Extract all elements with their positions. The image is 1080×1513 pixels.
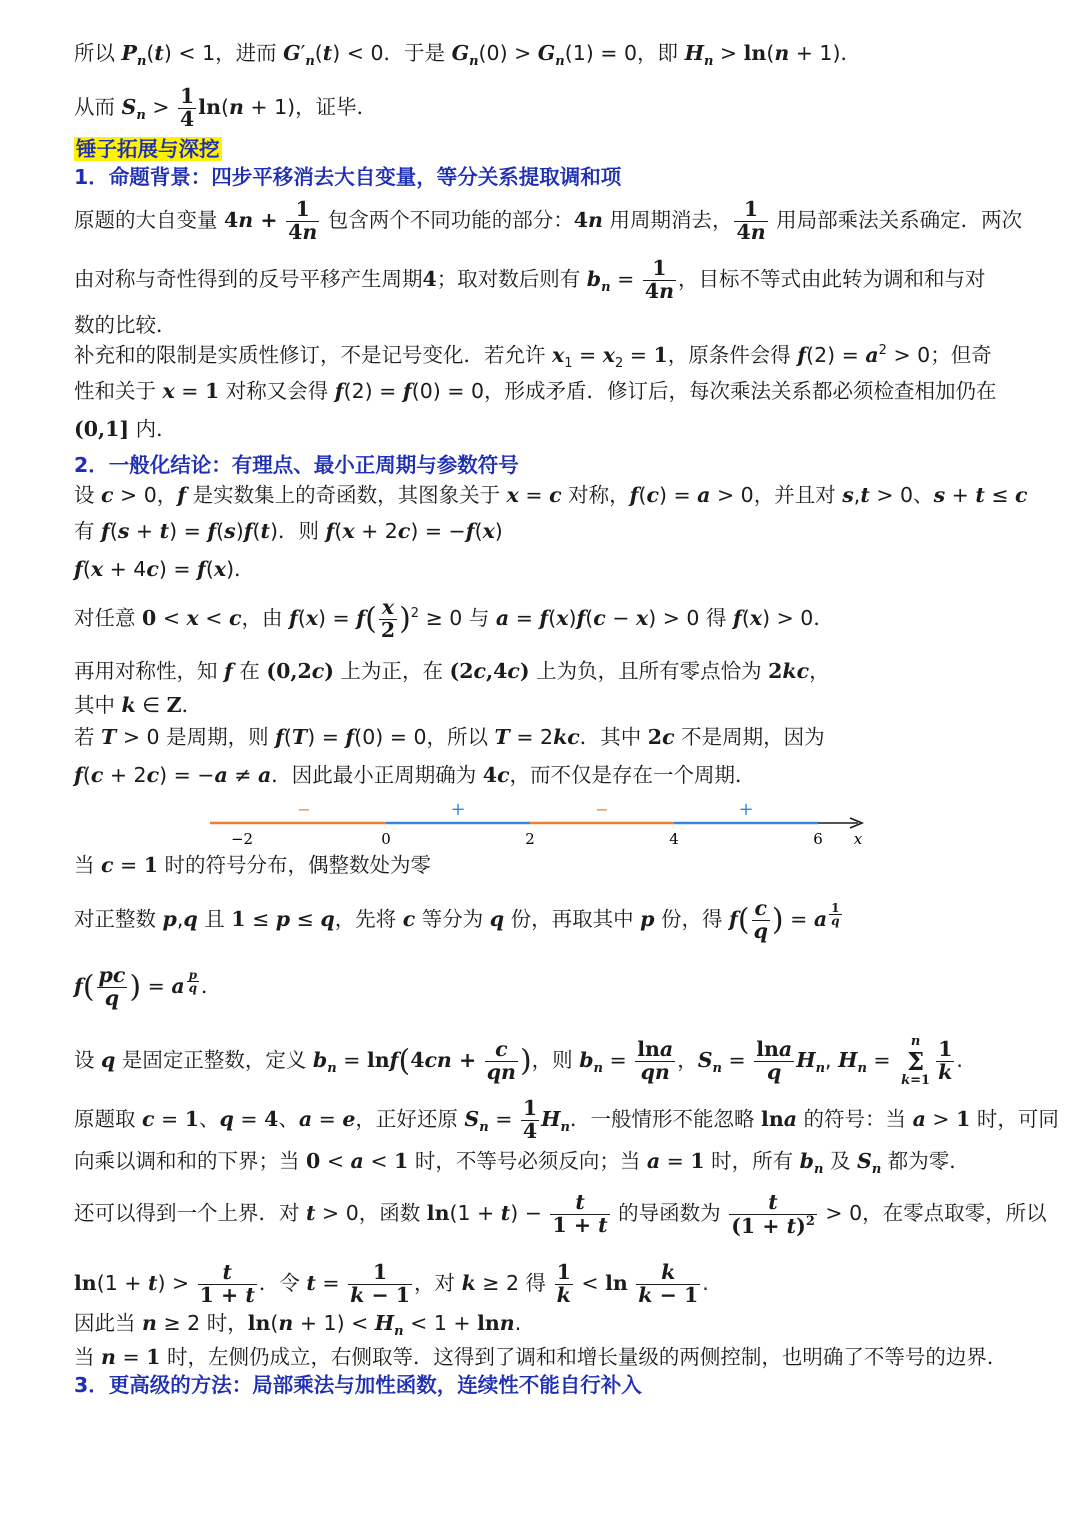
axis-label: x <box>853 830 863 848</box>
text-line <box>74 86 1050 130</box>
sign-number-line <box>190 795 880 855</box>
text-line: 再用对称性，知 f 在 (0,2c) 上为正，在 (2c,4c) 上为负，且所有零点恰为 2kc， <box>74 659 830 683</box>
text-line: 设 q 是固定正整数，定义 $b_n = \ln f(4cn$ + $\frac{c}{qn}$ )，则 $b_n$ = $\frac{\ln a}{qn}$ ，$S_n$ = $\frac{\ln a}{q}$ $H_n$, $H_n$ = n Σ k=1 $\frac{1}{k}$ . <box>74 1034 963 1088</box>
text-line: f(x + 4c) = f(x)． <box>74 557 255 581</box>
text-line: 还可以得到一个上界．对 t > 0，函数 ln(1 + t) − $\frac{t}{1 + t}$ 的导函数为 $\frac{t}{(1 + t)^2}$ > 0，在零点取零，所以 <box>74 1190 1047 1238</box>
text-line: 向乘以调和和的下界；当 0 < a < 1 时，不等号必须反向；当 a = 1 时，所有 $b_n$ 及 $S_n$ 都为零． <box>74 1149 970 1178</box>
text-line: 性和关于 x = 1 对称又会得 f(2) = f(0) = 0，形成矛盾．修订后，每次乘法关系都必须检查相加仍在 <box>74 379 997 403</box>
sign-label: + <box>738 799 754 820</box>
text-line <box>74 40 1050 71</box>
text-line: 因此当 n ≥ 2 时，$\ln(n + 1) < H_n < 1 + \ln n$. <box>74 1311 522 1340</box>
figure-caption: 当 c = 1 时的符号分布，偶整数处为零 <box>74 853 432 877</box>
math-line: 所以 $P_n(t) < 1$，进而 $G'_n(t) < 0$．于是 $G_n(0) > G_n(1) = 0$，即 $H_n > \ln(n + 1)$． <box>74 41 861 70</box>
section-title-row <box>74 136 1050 163</box>
heading-2: 2．一般化结论：有理点、最小正周期与参数符号 <box>74 453 519 477</box>
text-line: 若 T > 0 是周期，则 f(T) = f(0) = 0，所以 T = 2kc．其中 2c 不是周期，因为 <box>74 725 825 749</box>
sign-label: + <box>450 799 466 820</box>
text-line: f(c + 2c) = −a ≠ a．因此最小正周期确为 4c，而不仅是存在一个周期． <box>74 763 756 787</box>
text-line: 当 n = 1 时，左侧仍成立，右侧取等．这得到了调和和增长量级的两侧控制，也明确了不等号的边界． <box>74 1345 1008 1369</box>
text-line: 有 f(s + t) = f(s)f(t)．则 f(x + 2c) = −f(x) <box>74 519 503 543</box>
tick-label: 4 <box>669 830 679 848</box>
text-line: (0,1] 内． <box>74 417 177 441</box>
sign-label: − <box>595 800 609 819</box>
section-title: 锤子拓展与深挖 <box>76 137 220 161</box>
text-line: 补充和的限制是实质性修订，不是记号变化．若允许 $x_1 = x_2 = 1$，原条件会得 $f(2) = a^2 > 0$；但奇 <box>74 343 992 372</box>
heading-1: 1．命题背景：四步平移消去大自变量，等分关系提取调和项 <box>74 165 622 189</box>
sign-label: − <box>297 800 311 819</box>
heading-3: 3．更高级的方法：局部乘法与加性函数，连续性不能自行补入 <box>74 1373 642 1397</box>
text-line: ln(1 + t) > $\frac{t}{1 + t}$ ．令 t = $\frac{1}{k - 1}$ ，对 k ≥ 2 得 $\frac{1}{k}$ < ln $\frac{k}{k - 1}$ . <box>74 1260 709 1307</box>
text-line: 原题取 c = 1、q = 4、a = e，正好还原 $S_n$ = $\frac{1}{4}$ $H_n$．一般情形不能忽略 lna 的符号：当 a > 1 时，可同 <box>74 1096 1059 1143</box>
math-line: 从而 $S_n$ > $\frac{1}{4}$ ln(n + 1)，证毕． <box>74 84 378 131</box>
text-line: 其中 k ∈ Z． <box>74 693 203 717</box>
text-line: 原题的大自变量 4n + $\frac{1}{4n}$ 包含两个不同功能的部分：4n 用周期消去， $\frac{1}{4n}$ 用局部乘法关系确定．两次 <box>74 197 1023 244</box>
text-line: 设 c > 0，f 是实数集上的奇函数，其图象关于 x = c 对称，f(c) = a > 0，并且对 s,t > 0、s + t ≤ c <box>74 483 1028 507</box>
tick-label: 6 <box>813 830 823 848</box>
text-line: 由对称与奇性得到的反号平移产生周期4；取对数后则有 $b_n$ = $\frac{1}{4n}$ ，目标不等式由此转为调和和与对 <box>74 256 986 303</box>
tick-label: −2 <box>230 830 254 848</box>
tick-label: 0 <box>381 830 391 848</box>
tick-label: 2 <box>525 830 535 848</box>
text-line: f( $\frac{pc}{q}$ ) = a $^{\frac{p}{q}}$ ． <box>74 963 222 1010</box>
text-line: 对任意 0 < x < c，由 f(x) = f( $\frac{x}{2}$ )$^2$ ≥ 0 与 a = f(x)f(c − x) > 0 得 f(x) > 0． <box>74 595 834 642</box>
text-line: 数的比较． <box>74 313 177 337</box>
text-line: 对正整数 p,q 且 1 ≤ p ≤ q，先将 c 等分为 q 份，再取其中 p 份，得 f( $\frac{c}{q}$ ) = a $^{\frac{1}{q}}$ <box>74 896 840 943</box>
